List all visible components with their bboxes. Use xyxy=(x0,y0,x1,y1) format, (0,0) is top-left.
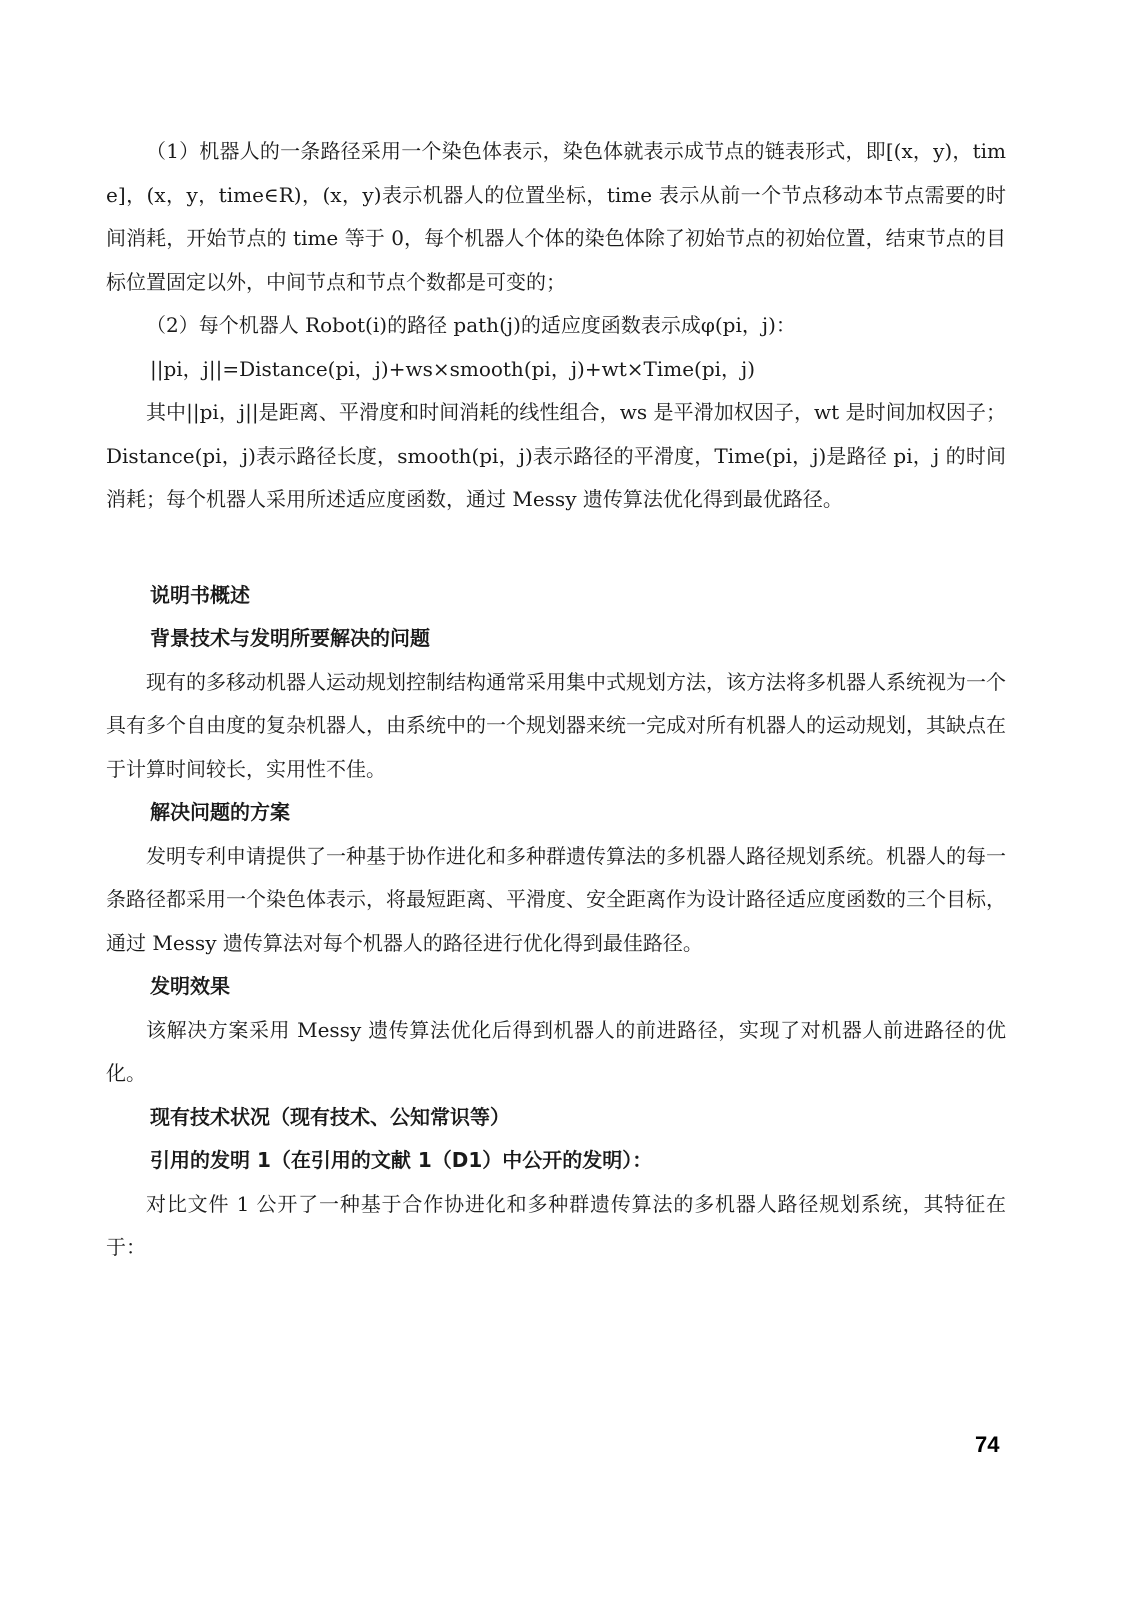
effect-text: 该解决方案采用 Messy 遗传算法优化后得到机器人的前进路径，实现了对机器人前进路径的优化。 xyxy=(106,1017,1006,1085)
claim-paragraph-3: 其中||pi，j||是距离、平滑度和时间消耗的线性组合，ws 是平滑加权因子，wt 是时间加权因子；Distance(pi，j)表示路径长度，smooth(pi，j)表示路径的平滑度，Time(pi，j)是路径 pi，j 的时间消耗；每个机器人采用所述适应度函数，通过 Messy 遗传算法优化得到最优路径。 xyxy=(106,400,1006,511)
cited-invention-heading: 引用的发明 1（在引用的文献 1（D1）中公开的发明）： xyxy=(150,1148,653,1172)
page-content xyxy=(106,130,1006,1270)
solution-heading: 解决问题的方案 xyxy=(150,800,290,824)
fitness-formula: ||pi，j||=Distance(pi，j)+ws×smooth(pi，j)+wt×Time(pi，j) xyxy=(150,356,756,381)
solution-text: 发明专利申请提供了一种基于协作进化和多种群遗传算法的多机器人路径规划系统。机器人的每一条路径都采用一个染色体表示，将最短距离、平滑度、安全距离作为设计路径适应度函数的三个目标，通过 Messy 遗传算法对每个机器人的路径进行优化得到最佳路径。 xyxy=(106,843,1006,955)
effect-heading: 发明效果 xyxy=(150,974,230,998)
claim-paragraph-1: （1）机器人的一条路径采用一个染色体表示，染色体就表示成节点的链表形式，即[(x，y)，time]，(x，y，time∈R)，(x，y)表示机器人的位置坐标，time 表示从前一个节点移动本节点需要的时间消耗，开始节点的 time 等于 0，每个机器人个体的染色体除了初始节点的初始位置，结束节点的目标位置固定以外，中间节点和节点个数都是可变的； xyxy=(106,139,1006,294)
background-heading: 背景技术与发明所要解决的问题 xyxy=(150,626,430,650)
claim-paragraph-2: （2）每个机器人 Robot(i)的路径 path(j)的适应度函数表示成φ(pi，j)： xyxy=(146,313,796,337)
page-number: 74 xyxy=(975,1432,1000,1457)
summary-heading: 说明书概述 xyxy=(150,582,250,607)
section-gap xyxy=(106,522,1006,574)
background-text: 现有的多移动机器人运动规划控制结构通常采用集中式规划方法，该方法将多机器人系统视为一个具有多个自由度的复杂机器人，由系统中的一个规划器来统一完成对所有机器人的运动规划，其缺点在于计算时间较长，实用性不佳。 xyxy=(106,669,1006,781)
cited-invention-text: 对比文件 1 公开了一种基于合作协进化和多种群遗传算法的多机器人路径规划系统，其特征在于： xyxy=(106,1191,1006,1259)
prior-art-heading: 现有技术状况（现有技术、公知常识等） xyxy=(150,1104,510,1129)
